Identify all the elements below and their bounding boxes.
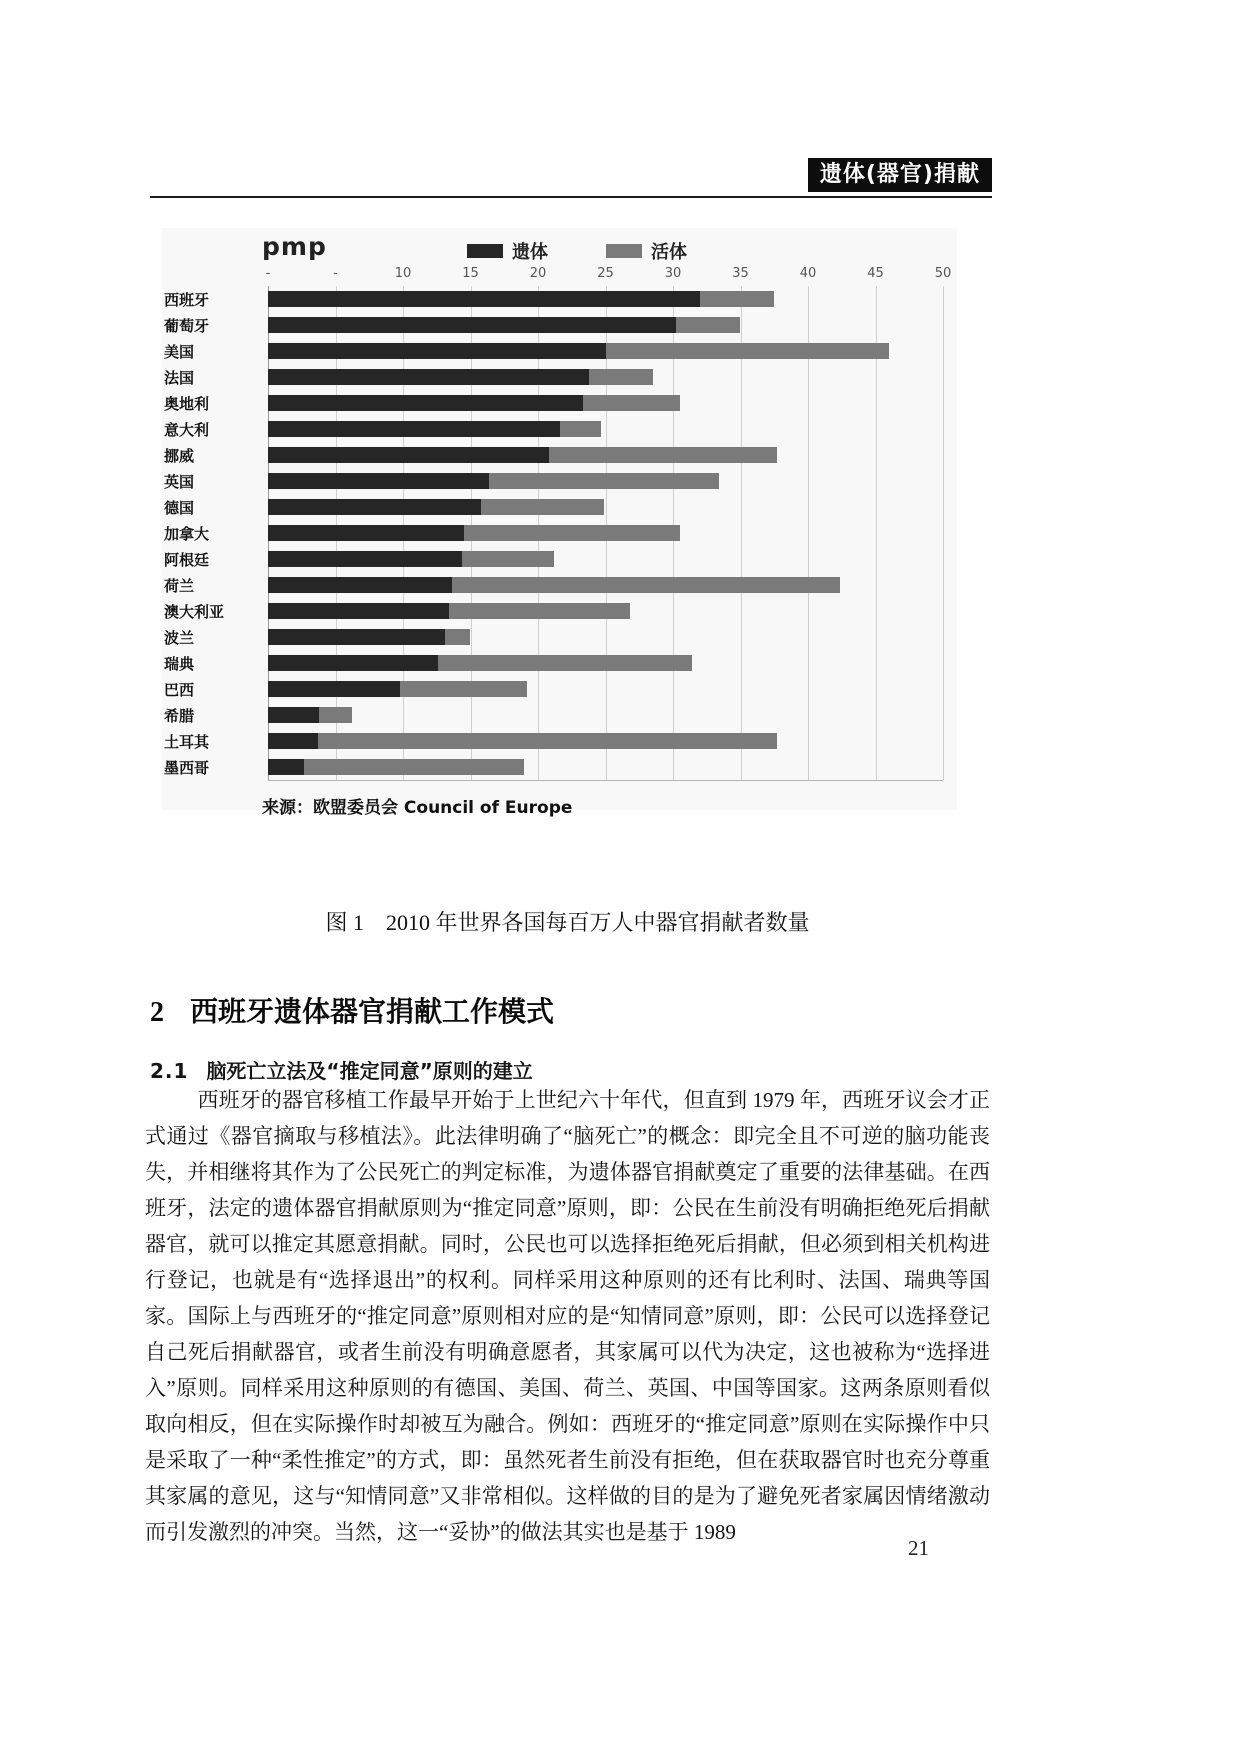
bar-row [164,650,943,676]
bar-segment-活体 [489,473,719,489]
bar-country-label: 巴西 [164,680,195,699]
bar-row [164,390,943,416]
stacked-bar [268,291,943,307]
bar-row [164,364,943,390]
bar-segment-活体 [445,629,471,645]
stacked-bar [268,707,943,723]
stacked-bar [268,421,943,437]
bar-row [164,520,943,546]
axis-tick-label: 10 [394,266,412,281]
stacked-bar [268,499,943,515]
bar-segment-遗体 [268,473,489,489]
bar-country-label: 法国 [164,368,195,387]
axis-tick-label: 40 [799,266,817,281]
bar-country-label: 瑞典 [164,654,195,673]
legend-label: 遗体 [512,242,548,263]
bar-country-label: 英国 [164,472,195,491]
bar-row [164,546,943,572]
bar-segment-遗体 [268,447,549,463]
chart-axis-ticks [265,264,952,286]
bar-segment-遗体 [268,603,449,619]
bar-segment-活体 [438,655,692,671]
bar-row [164,702,943,728]
chart-legend [467,238,687,264]
stacked-bar [268,759,943,775]
bar-segment-遗体 [268,551,462,567]
bar-segment-遗体 [268,343,606,359]
bar-segment-遗体 [268,681,400,697]
bar-country-label: 美国 [164,342,195,361]
section-title: 西班牙遗体器官捐献工作模式 [190,997,555,1028]
body-paragraph: 西班牙的器官移植工作最早开始于上世纪六十年代，但直到 1979 年，西班牙议会才正式通过《器官摘取与移植法》。此法律明确了“脑死亡”的概念：即完全且不可逆的脑功能丧失，并相继将其作为了公民死亡的判定标准，为遗体器官捐献奠定了重要的法律基础。在西班牙，法定的遗体器官捐献原则为“推定同意”原则，即：公民在生前没有明确拒绝死后捐献器官，就可以推定其愿意捐献。同时，公民也可以选择拒绝死后捐献，但必须到相关机构进行登记，也就是有“选择退出”的权利。同样采用这种原则的还有比利时、法国、瑞典等国家。国际上与西班牙的“推定同意”原则相对应的是“知情同意”原则，即：公民可以选择登记自己死后捐献器官，或者生前没有明确意愿者，其家属可以代为决定，这也被称为“选择进入”原则。同样采用这种原则的有德国、美国、荷兰、英国、中国等国家。这两条原则看似取向相反，但在实际操作时却被互为融合。例如：西班牙的“推定同意”原则在实际操作中只是采取了一种“柔性推定”的方式，即：虽然死者生前没有拒绝，但在获取器官时也充分尊重其家属的意见，这与“知情同意”又非常相似。这样做的目的是为了避免死者家属因情绪激动而引发激烈的冲突。当然，这一“妥协”的做法其实也是基于 1989 [145,1088,990,1544]
bar-segment-活体 [549,447,777,463]
bar-country-label: 波兰 [164,628,195,647]
header-rule [150,196,992,198]
bar-segment-活体 [481,499,604,515]
axis-tick-label: 25 [597,266,614,281]
bar-row [164,676,943,702]
bar-country-label: 德国 [164,498,195,517]
bar-segment-遗体 [268,369,589,385]
bar-segment-遗体 [268,525,464,541]
bar-country-label: 阿根廷 [164,550,210,569]
axis-tick-label: 30 [664,266,682,281]
figure-caption: 图 1 2010 年世界各国每百万人中器官捐献者数量 [325,910,810,935]
stacked-bar [268,317,943,333]
bar-row [164,572,943,598]
stacked-bar [268,447,943,463]
bar-segment-遗体 [268,421,560,437]
bar-segment-遗体 [268,655,438,671]
bar-country-label: 奥地利 [164,394,210,413]
bar-segment-活体 [400,681,527,697]
organ-donor-chart [162,228,957,818]
bar-row [164,468,943,494]
stacked-bar [268,681,943,697]
bar-segment-活体 [452,577,841,593]
bar-segment-遗体 [268,499,481,515]
running-header-tag: 遗体(器官)捐献 [808,158,992,192]
bar-row [164,624,943,650]
stacked-bar [268,473,943,489]
bar-country-label: 墨西哥 [164,758,210,777]
stacked-bar [268,733,943,749]
bar-segment-活体 [462,551,554,567]
chart-source-note: 来源：欧盟委员会 Council of Europe [262,798,573,818]
bar-segment-遗体 [268,577,452,593]
stacked-bar [268,369,943,385]
chart-header-row [162,228,957,264]
bar-segment-遗体 [268,629,445,645]
bar-segment-活体 [319,707,351,723]
bar-segment-活体 [449,603,630,619]
stacked-bar [268,577,943,593]
axis-tick-label: - [333,266,338,281]
bar-segment-活体 [464,525,680,541]
legend-swatch-icon [467,244,503,258]
bar-country-label: 土耳其 [164,732,210,751]
subsection-number: 2.1 [150,1059,189,1083]
bar-segment-活体 [583,395,680,411]
stacked-bar [268,629,943,645]
bar-row [164,416,943,442]
bar-country-label: 荷兰 [164,576,195,595]
bar-country-label: 西班牙 [164,290,210,309]
bar-segment-遗体 [268,733,318,749]
legend-item-活体 [606,238,687,264]
legend-swatch-icon [606,244,642,258]
subsection-heading [150,1055,533,1084]
stacked-bar [268,603,943,619]
stacked-bar [268,655,943,671]
bar-segment-活体 [560,421,602,437]
axis-tick-label: 20 [529,266,547,281]
bar-segment-活体 [606,343,890,359]
bar-segment-活体 [589,369,652,385]
section-heading [150,990,554,1030]
bar-segment-遗体 [268,707,319,723]
axis-tick-label: 50 [934,266,952,281]
bar-country-label: 意大利 [164,420,210,439]
legend-item-遗体 [467,238,548,264]
chart-plot-area [164,286,943,781]
bar-row [164,754,943,780]
page-number: 21 [908,1536,929,1560]
bar-row [164,338,943,364]
bar-row [164,286,943,312]
bar-segment-遗体 [268,759,304,775]
bar-segment-遗体 [268,395,583,411]
legend-label: 活体 [651,242,687,263]
stacked-bar [268,395,943,411]
bar-country-label: 希腊 [164,706,195,725]
bar-segment-活体 [676,317,741,333]
bar-segment-遗体 [268,317,676,333]
bar-row [164,728,943,754]
bar-segment-遗体 [268,291,700,307]
axis-tick-label: 35 [732,266,749,281]
stacked-bar [268,525,943,541]
axis-tick-label: 45 [867,266,884,281]
bar-country-label: 葡萄牙 [164,316,210,335]
chart-unit-label: pmp [262,232,327,261]
section-number: 2 [150,997,164,1028]
subsection-title: 脑死亡立法及“推定同意”原则的建立 [206,1059,533,1083]
bar-country-label: 加拿大 [164,524,210,543]
bar-segment-活体 [318,733,777,749]
bar-row [164,494,943,520]
bar-segment-活体 [304,759,524,775]
stacked-bar [268,551,943,567]
axis-tick-label: 15 [462,266,479,281]
chart-bar-rows [164,286,943,780]
bar-row [164,442,943,468]
stacked-bar [268,343,943,359]
axis-tick-label: - [265,266,271,281]
bar-row [164,598,943,624]
gridline [943,286,944,780]
bar-country-label: 挪威 [164,446,195,465]
bar-country-label: 澳大利亚 [164,602,225,621]
bar-row [164,312,943,338]
bar-segment-活体 [700,291,774,307]
